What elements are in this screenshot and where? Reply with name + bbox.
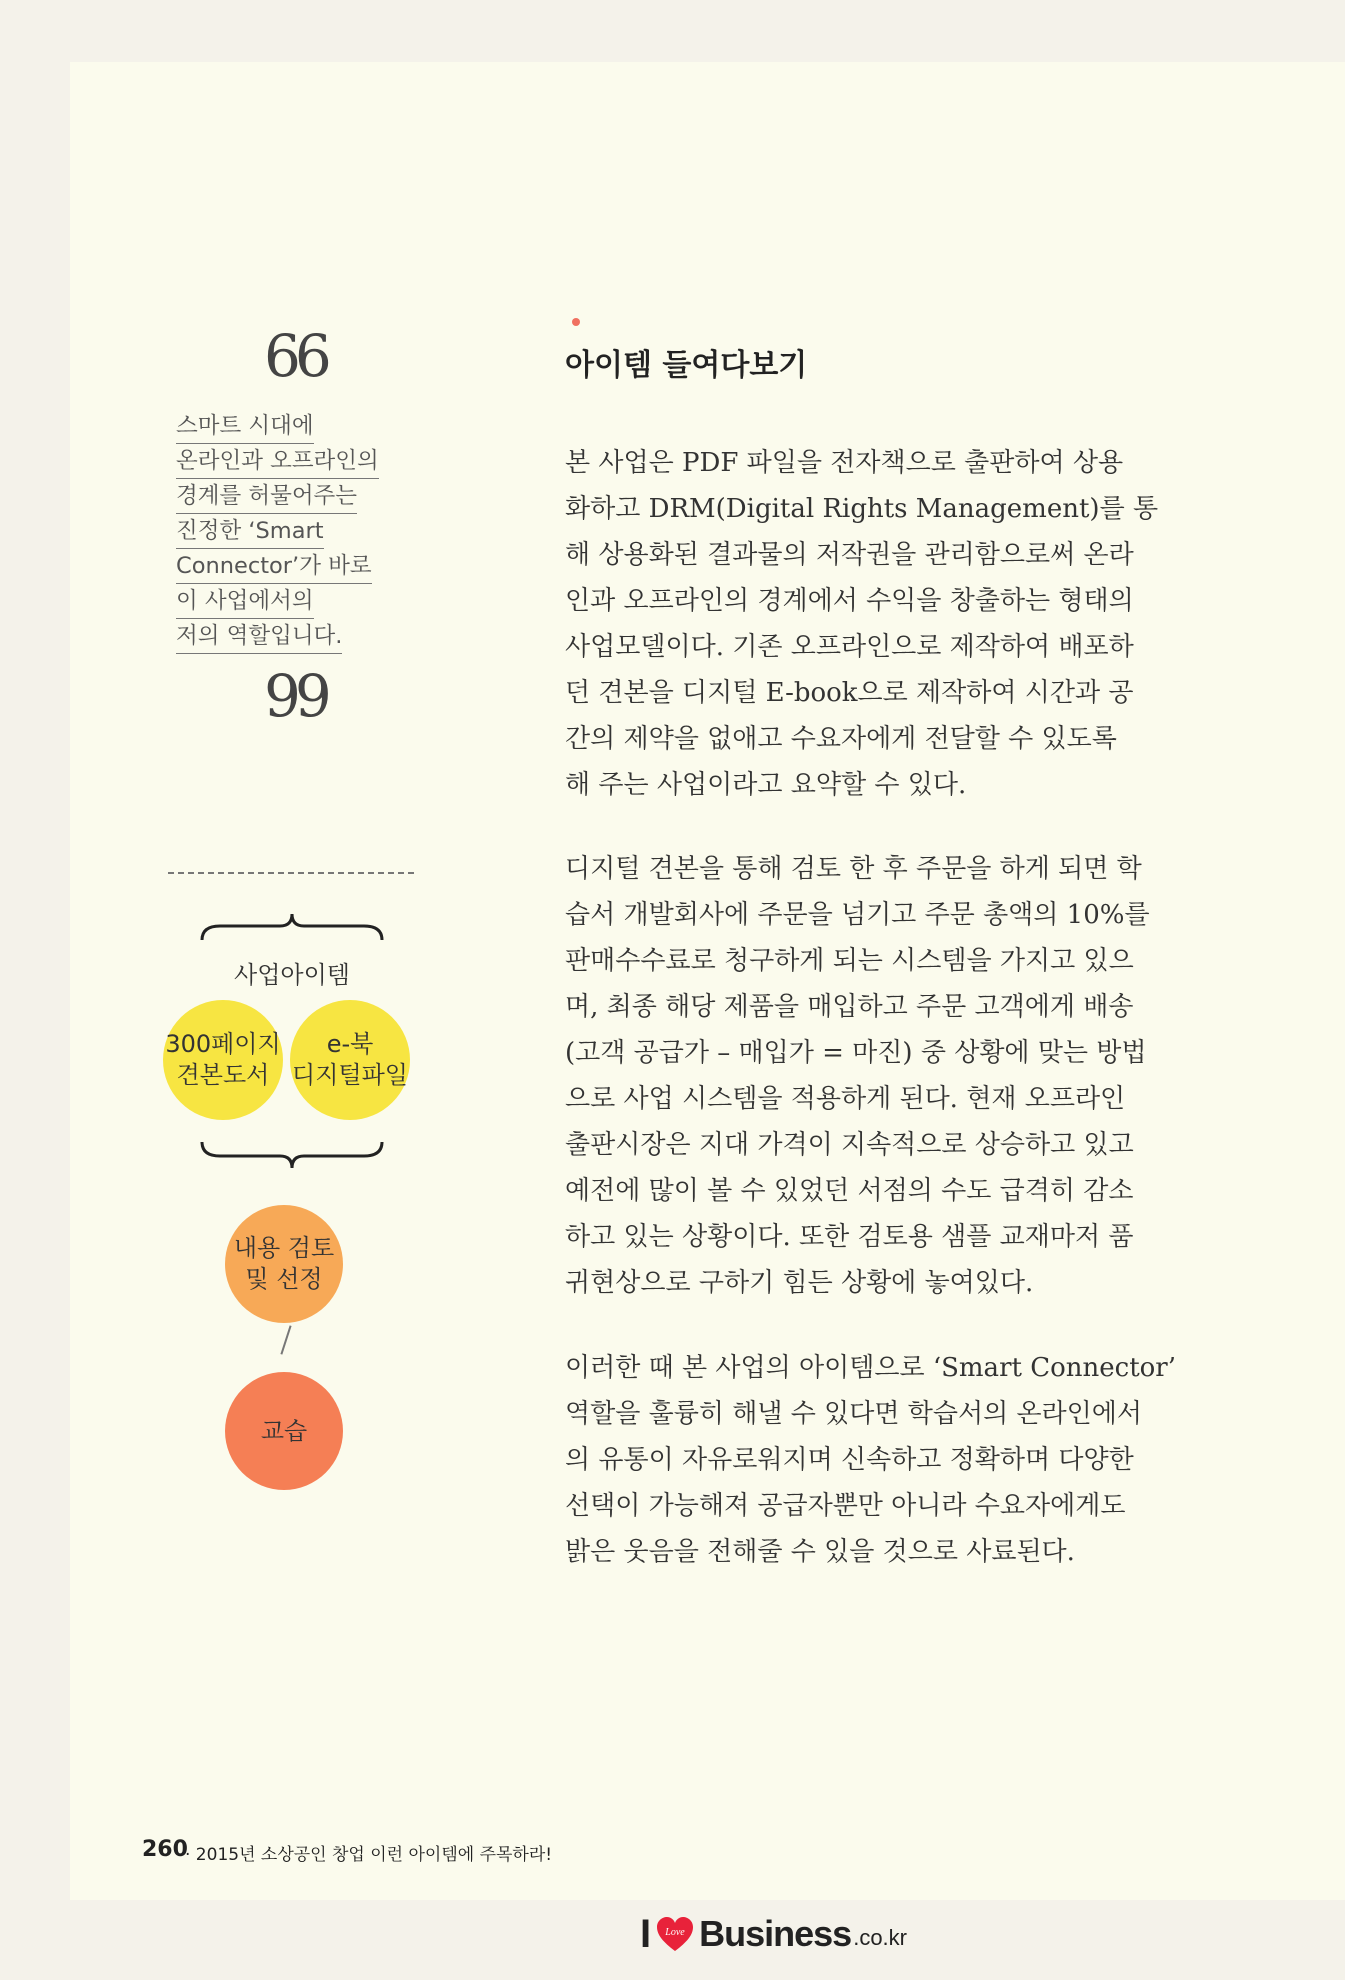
- brace-bottom: [200, 1140, 384, 1170]
- paragraph-1: [565, 440, 1165, 808]
- text-line: 사업모델이다. 기존 오프라인으로 제작하여 배포하: [565, 632, 1134, 662]
- text-line: 인과 오프라인의 경계에서 수익을 창출하는 형태의: [565, 586, 1134, 616]
- logo-domain: .co.kr: [853, 1925, 907, 1950]
- quote-line: 저의 역할입니다.: [176, 620, 342, 654]
- teaching-circle: [225, 1372, 343, 1490]
- circle-text: 교습: [260, 1416, 308, 1445]
- text-line: 던 견본을 디지털 E-book으로 제작하여 시간과 공: [565, 678, 1134, 708]
- quote-close-mark: 99: [264, 662, 326, 730]
- text-line: 선택이 가능해져 공급자뿐만 아니라 수요자에게도: [565, 1491, 1126, 1521]
- text-line: 이러한 때 본 사업의 아이템으로 ‘Smart Connector’: [565, 1353, 1176, 1383]
- circle-text: e-북: [326, 1030, 374, 1058]
- business-item-label: 사업아이템: [234, 961, 350, 989]
- text-line: 으로 사업 시스템을 적용하게 된다. 현재 오프라인: [565, 1084, 1126, 1114]
- logo-love-text: Love: [665, 1927, 685, 1938]
- text-line: 해 상용화된 결과물의 저작권을 관리함으로써 온라: [565, 540, 1134, 570]
- book-title: · 2015년 소상공인 창업 이런 아이템에 주목하라!: [185, 1845, 553, 1865]
- text-line: 귀현상으로 구하기 힘든 상황에 놓여있다.: [565, 1268, 1034, 1298]
- text-line: 출판시장은 지대 가격이 지속적으로 상승하고 있고: [565, 1130, 1134, 1160]
- paragraph-2: [565, 846, 1165, 1306]
- quote-line: 이 사업에서의: [176, 585, 314, 619]
- divider: [168, 872, 414, 874]
- text-line: 디지털 견본을 통해 검토 한 후 주문을 하게 되면 학: [565, 854, 1142, 884]
- paragraph-3: [565, 1345, 1176, 1575]
- text-line: 습서 개발회사에 주문을 넘기고 주문 총액의 10%를: [565, 900, 1150, 930]
- text-line: 역할을 훌륭히 해낼 수 있다면 학습서의 온라인에서: [565, 1399, 1143, 1429]
- text-line: 해 주는 사업이라고 요약할 수 있다.: [565, 770, 967, 800]
- heart-icon: [655, 1914, 695, 1954]
- quote-line: 온라인과 오프라인의: [176, 445, 379, 479]
- heading-bullet: [572, 318, 580, 326]
- text-line: 예전에 많이 볼 수 있었던 서점의 수도 급격히 감소: [565, 1176, 1134, 1206]
- circle-text: 300페이지: [165, 1030, 281, 1058]
- quote-line: 스마트 시대에: [176, 410, 314, 444]
- section-heading: 아이템 들여다보기: [565, 348, 808, 383]
- pull-quote: [176, 410, 406, 655]
- text-line: 의 유통이 자유로워지며 신속하고 정확하며 다양한: [565, 1445, 1134, 1475]
- text-line: 하고 있는 상황이다. 또한 검토용 샘플 교재마저 품: [565, 1222, 1134, 1252]
- quote-open-mark: 66: [264, 322, 326, 390]
- text-line: 판매수수료로 청구하게 되는 시스템을 가지고 있으: [565, 946, 1134, 976]
- text-line: 간의 제약을 없애고 수요자에게 전달할 수 있도록: [565, 724, 1117, 754]
- quote-line: 경계를 허물어주는: [176, 480, 357, 514]
- quote-line: Connector’가 바로: [176, 550, 372, 584]
- logo-i: I: [640, 1911, 652, 1956]
- page-number: 260: [142, 1837, 188, 1862]
- text-line: 화하고 DRM(Digital Rights Management)를 통: [565, 494, 1159, 524]
- circle-text: 디지털파일: [292, 1061, 408, 1089]
- ebook-circle: [290, 1000, 410, 1120]
- circle-text: 내용 검토: [233, 1234, 335, 1262]
- quote-line: 진정한 ‘Smart: [176, 515, 324, 549]
- brace-top: [200, 912, 384, 942]
- circle-text: 및 선정: [245, 1265, 323, 1293]
- circle-text: 견본도서: [176, 1061, 270, 1089]
- text-line: 며, 최종 해당 제품을 매입하고 주문 고객에게 배송: [565, 992, 1134, 1022]
- text-line: 본 사업은 PDF 파일을 전자책으로 출판하여 상용: [565, 448, 1124, 478]
- sample-book-circle: [163, 1000, 283, 1120]
- text-line: (고객 공급가 – 매입가 = 마진) 중 상황에 맞는 방법: [565, 1038, 1147, 1068]
- ilovebusiness-logo: [640, 1912, 907, 1956]
- text-line: 밝은 웃음을 전해줄 수 있을 것으로 사료된다.: [565, 1537, 1075, 1567]
- review-circle: [225, 1205, 343, 1323]
- logo-business: Business: [699, 1913, 852, 1954]
